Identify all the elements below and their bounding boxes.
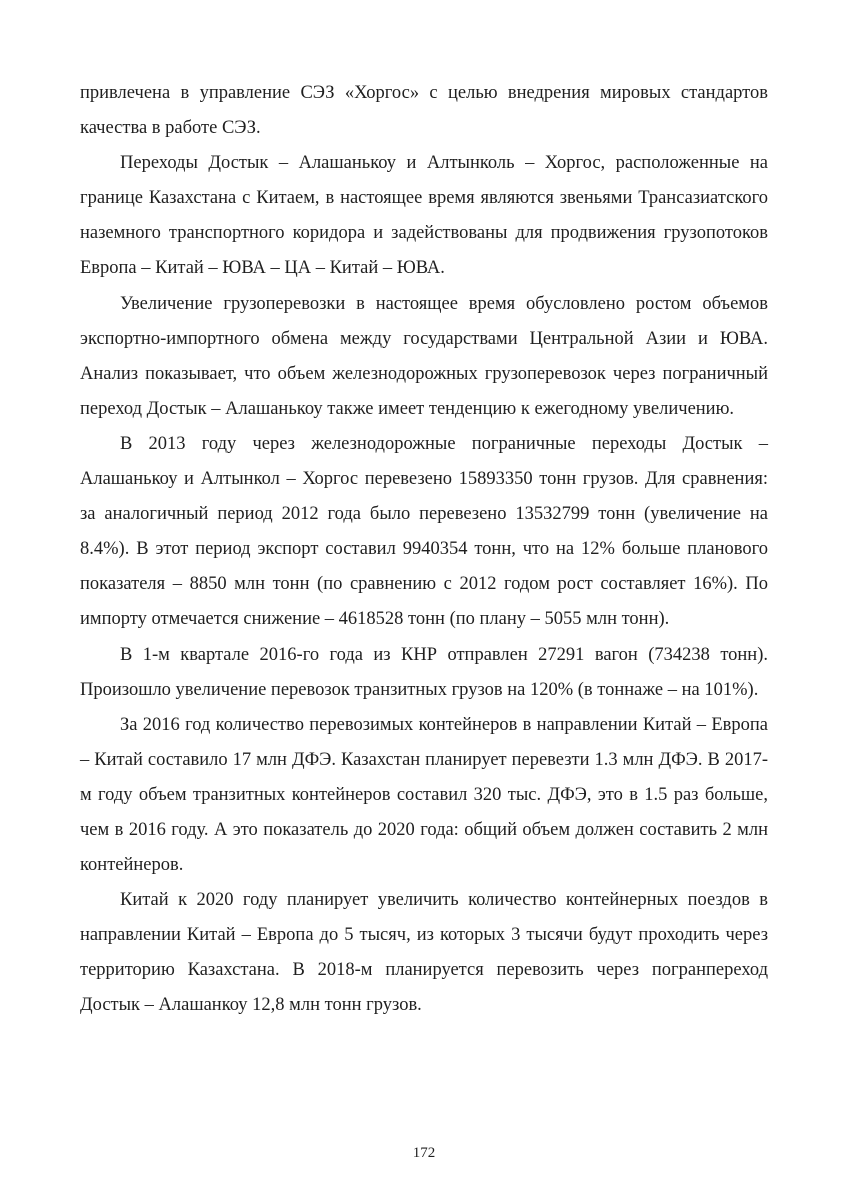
body-text (80, 76, 768, 1024)
paragraph-2016-quarter: В 1-м квартале 2016-го года из КНР отправлен 27291 вагон (734238 тонн). Произошло увеличение перевозок транзитных грузов на 120% (в тоннаже – на 101%). (80, 644, 768, 700)
page-number: 172 (412, 1145, 436, 1161)
paragraph-2013-statistics: В 2013 году через железнодорожные пограничные переходы Достык – Алашанькоу и Алтынкол – Хоргос перевезено 15893350 тонн грузов. Для сравнения: за аналогичный период 2012 года было перевезено 13532799 тонн (увеличение на 8.4%). В этот период экспорт составил 9940354 тонн, что на 12% больше планового показателя – 8850 млн тонн (по сравнению с 2012 годом рост составляет 16%). По импорту отмечается снижение – 4618528 тонн (по плану – 5055 млн тонн). (80, 433, 768, 630)
paragraph-containers-2016: За 2016 год количество перевозимых контейнеров в направлении Китай – Европа – Китай составило 17 млн ДФЭ. Казахстан планирует перевезти 1.3 млн ДФЭ. В 2017-м году объем транзитных контейнеров составил 320 тыс. ДФЭ, это в 1.5 раз больше, чем в 2016 году. А это показатель до 2020 года: общий объем должен составить 2 млн контейнеров. (80, 714, 768, 876)
paragraph-freight-growth: Увеличение грузоперевозки в настоящее время обусловлено ростом объемов экспортно-импортного обмена между государствами Центральной Азии и ЮВА. Анализ показывает, что объем железнодорожных грузоперевозок через пограничный переход Достык – Алашанькоу также имеет тенденцию к ежегодному увеличению. (80, 293, 768, 419)
paragraph-china-2020-plan: Китай к 2020 году планирует увеличить количество контейнерных поездов в направлении Китай – Европа до 5 тысяч, из которых 3 тысячи будут проходить через территорию Казахстана. В 2018-м планируется перевозить через погранпереход Достык – Алашанкоу 12,8 млн тонн грузов. (80, 890, 768, 1016)
paragraph-continuation: привлечена в управление СЭЗ «Хоргос» с целью внедрения мировых стандартов качества в работе СЭЗ. (80, 83, 768, 139)
paragraph-border-crossings: Переходы Достык – Алашанькоу и Алтынколь – Хоргос, расположенные на границе Казахстана с Китаем, в настоящее время являются звеньями Трансазиатского наземного транспортного коридора и задействованы для продвижения грузопотоков Европа – Китай – ЮВА – ЦА – Китай – ЮВА. (80, 153, 768, 279)
